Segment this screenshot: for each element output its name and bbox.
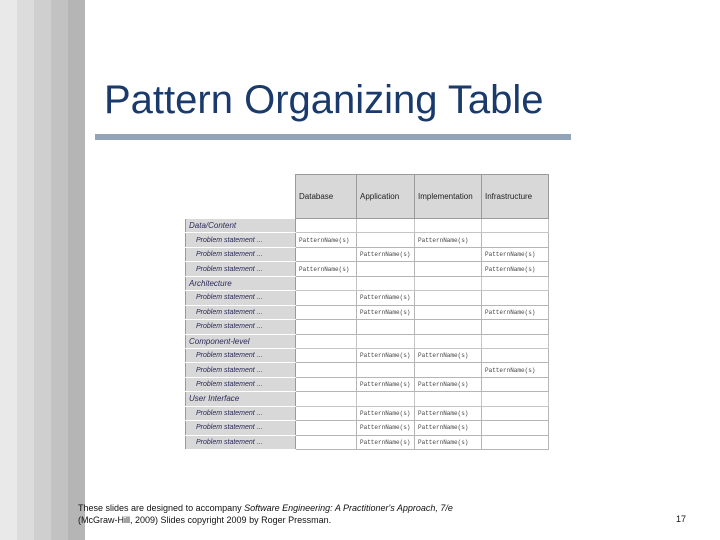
table-row: [186, 348, 549, 362]
column-header-database: Database: [296, 175, 357, 219]
table-row: [186, 305, 549, 319]
table-cell: [482, 392, 549, 406]
problem-statement-label: Problem statement ...: [186, 320, 296, 334]
table-cell: [415, 334, 482, 348]
table-cell: [482, 334, 549, 348]
table-cell: [296, 276, 357, 290]
problem-statement-label: Problem statement ...: [186, 348, 296, 362]
column-header-implementation: Implementation: [415, 175, 482, 219]
pattern-cell: [296, 291, 357, 305]
pattern-cell: PatternName(s): [482, 305, 549, 319]
table-row: [186, 363, 549, 377]
pattern-cell: PatternName(s): [415, 377, 482, 391]
pattern-cell: PatternName(s): [415, 421, 482, 435]
pattern-cell: [357, 262, 415, 276]
category-label: Data/Content: [186, 219, 296, 233]
pattern-organizing-table: [185, 174, 549, 450]
pattern-cell: [482, 421, 549, 435]
problem-statement-label: Problem statement ...: [186, 406, 296, 420]
problem-statement-label: Problem statement ...: [186, 435, 296, 449]
side-stripe: [68, 0, 85, 540]
pattern-cell: [482, 435, 549, 449]
table-body: [186, 219, 549, 450]
category-label: Architecture: [186, 276, 296, 290]
problem-statement-label: Problem statement ...: [186, 377, 296, 391]
pattern-cell: [357, 320, 415, 334]
pattern-cell: PatternName(s): [415, 435, 482, 449]
title-underline: [95, 134, 571, 140]
pattern-cell: [482, 348, 549, 362]
footer-text-after: (McGraw-Hill, 2009) Slides copyright 2009 by Roger Pressman.: [78, 515, 332, 525]
pattern-cell: PatternName(s): [296, 262, 357, 276]
table-category-row: [186, 334, 549, 348]
pattern-cell: [415, 291, 482, 305]
problem-statement-label: Problem statement ...: [186, 291, 296, 305]
side-stripe: [0, 0, 17, 540]
problem-statement-label: Problem statement ...: [186, 233, 296, 247]
pattern-cell: [415, 262, 482, 276]
table-cell: [415, 219, 482, 233]
footer-text-before: These slides are designed to accompany: [78, 503, 245, 513]
pattern-cell: [296, 421, 357, 435]
pattern-cell: [415, 305, 482, 319]
table-row: [186, 233, 549, 247]
table-corner-cell: [186, 175, 296, 219]
table-cell: [296, 219, 357, 233]
problem-statement-label: Problem statement ...: [186, 363, 296, 377]
pattern-cell: [357, 363, 415, 377]
table-row: [186, 247, 549, 261]
pattern-cell: [296, 348, 357, 362]
table-category-row: [186, 276, 549, 290]
pattern-cell: PatternName(s): [415, 348, 482, 362]
pattern-cell: [296, 435, 357, 449]
decorative-side-stripes: [0, 0, 85, 540]
pattern-cell: PatternName(s): [415, 233, 482, 247]
problem-statement-label: Problem statement ...: [186, 262, 296, 276]
table-row: [186, 421, 549, 435]
pattern-cell: [296, 305, 357, 319]
pattern-cell: PatternName(s): [357, 305, 415, 319]
side-stripe: [34, 0, 51, 540]
pattern-cell: PatternName(s): [415, 406, 482, 420]
pattern-cell: PatternName(s): [357, 348, 415, 362]
table-category-row: [186, 219, 549, 233]
pattern-cell: PatternName(s): [357, 377, 415, 391]
table-row: [186, 406, 549, 420]
category-label: Component-level: [186, 334, 296, 348]
table-cell: [482, 276, 549, 290]
pattern-cell: [482, 377, 549, 391]
pattern-cell: PatternName(s): [482, 363, 549, 377]
side-stripe: [51, 0, 68, 540]
pattern-cell: [415, 247, 482, 261]
pattern-cell: [482, 233, 549, 247]
pattern-cell: PatternName(s): [357, 291, 415, 305]
table-cell: [357, 219, 415, 233]
table-cell: [415, 392, 482, 406]
table-cell: [482, 219, 549, 233]
table-row: [186, 435, 549, 449]
pattern-cell: PatternName(s): [296, 233, 357, 247]
table-cell: [296, 392, 357, 406]
page-number: 17: [676, 514, 687, 524]
table-row: [186, 262, 549, 276]
pattern-cell: PatternName(s): [357, 406, 415, 420]
pattern-cell: [415, 363, 482, 377]
table-cell: [357, 334, 415, 348]
table-cell: [357, 276, 415, 290]
pattern-cell: [482, 291, 549, 305]
table-row: [186, 291, 549, 305]
footer-book-title: Software Engineering: A Practitioner's Approach, 7/e: [244, 503, 453, 513]
table-category-row: [186, 392, 549, 406]
table-cell: [296, 334, 357, 348]
pattern-cell: PatternName(s): [482, 262, 549, 276]
pattern-cell: [296, 363, 357, 377]
table-row: [186, 377, 549, 391]
table-row: [186, 320, 549, 334]
pattern-cell: [296, 406, 357, 420]
column-header-infrastructure: Infrastructure: [482, 175, 549, 219]
pattern-cell: [482, 320, 549, 334]
column-header-application: Application: [357, 175, 415, 219]
side-stripe: [17, 0, 34, 540]
category-label: User Interface: [186, 392, 296, 406]
pattern-cell: [482, 406, 549, 420]
pattern-cell: [415, 320, 482, 334]
pattern-cell: [296, 320, 357, 334]
pattern-cell: [357, 233, 415, 247]
problem-statement-label: Problem statement ...: [186, 247, 296, 261]
slide-title: Pattern Organizing Table: [104, 78, 544, 122]
problem-statement-label: Problem statement ...: [186, 421, 296, 435]
pattern-cell: PatternName(s): [482, 247, 549, 261]
pattern-cell: [296, 247, 357, 261]
pattern-cell: PatternName(s): [357, 435, 415, 449]
pattern-cell: PatternName(s): [357, 421, 415, 435]
table-cell: [357, 392, 415, 406]
problem-statement-label: Problem statement ...: [186, 305, 296, 319]
slide-footer: [78, 502, 453, 526]
table-cell: [415, 276, 482, 290]
table-header-row: [186, 175, 549, 219]
pattern-cell: PatternName(s): [357, 247, 415, 261]
pattern-cell: [296, 377, 357, 391]
